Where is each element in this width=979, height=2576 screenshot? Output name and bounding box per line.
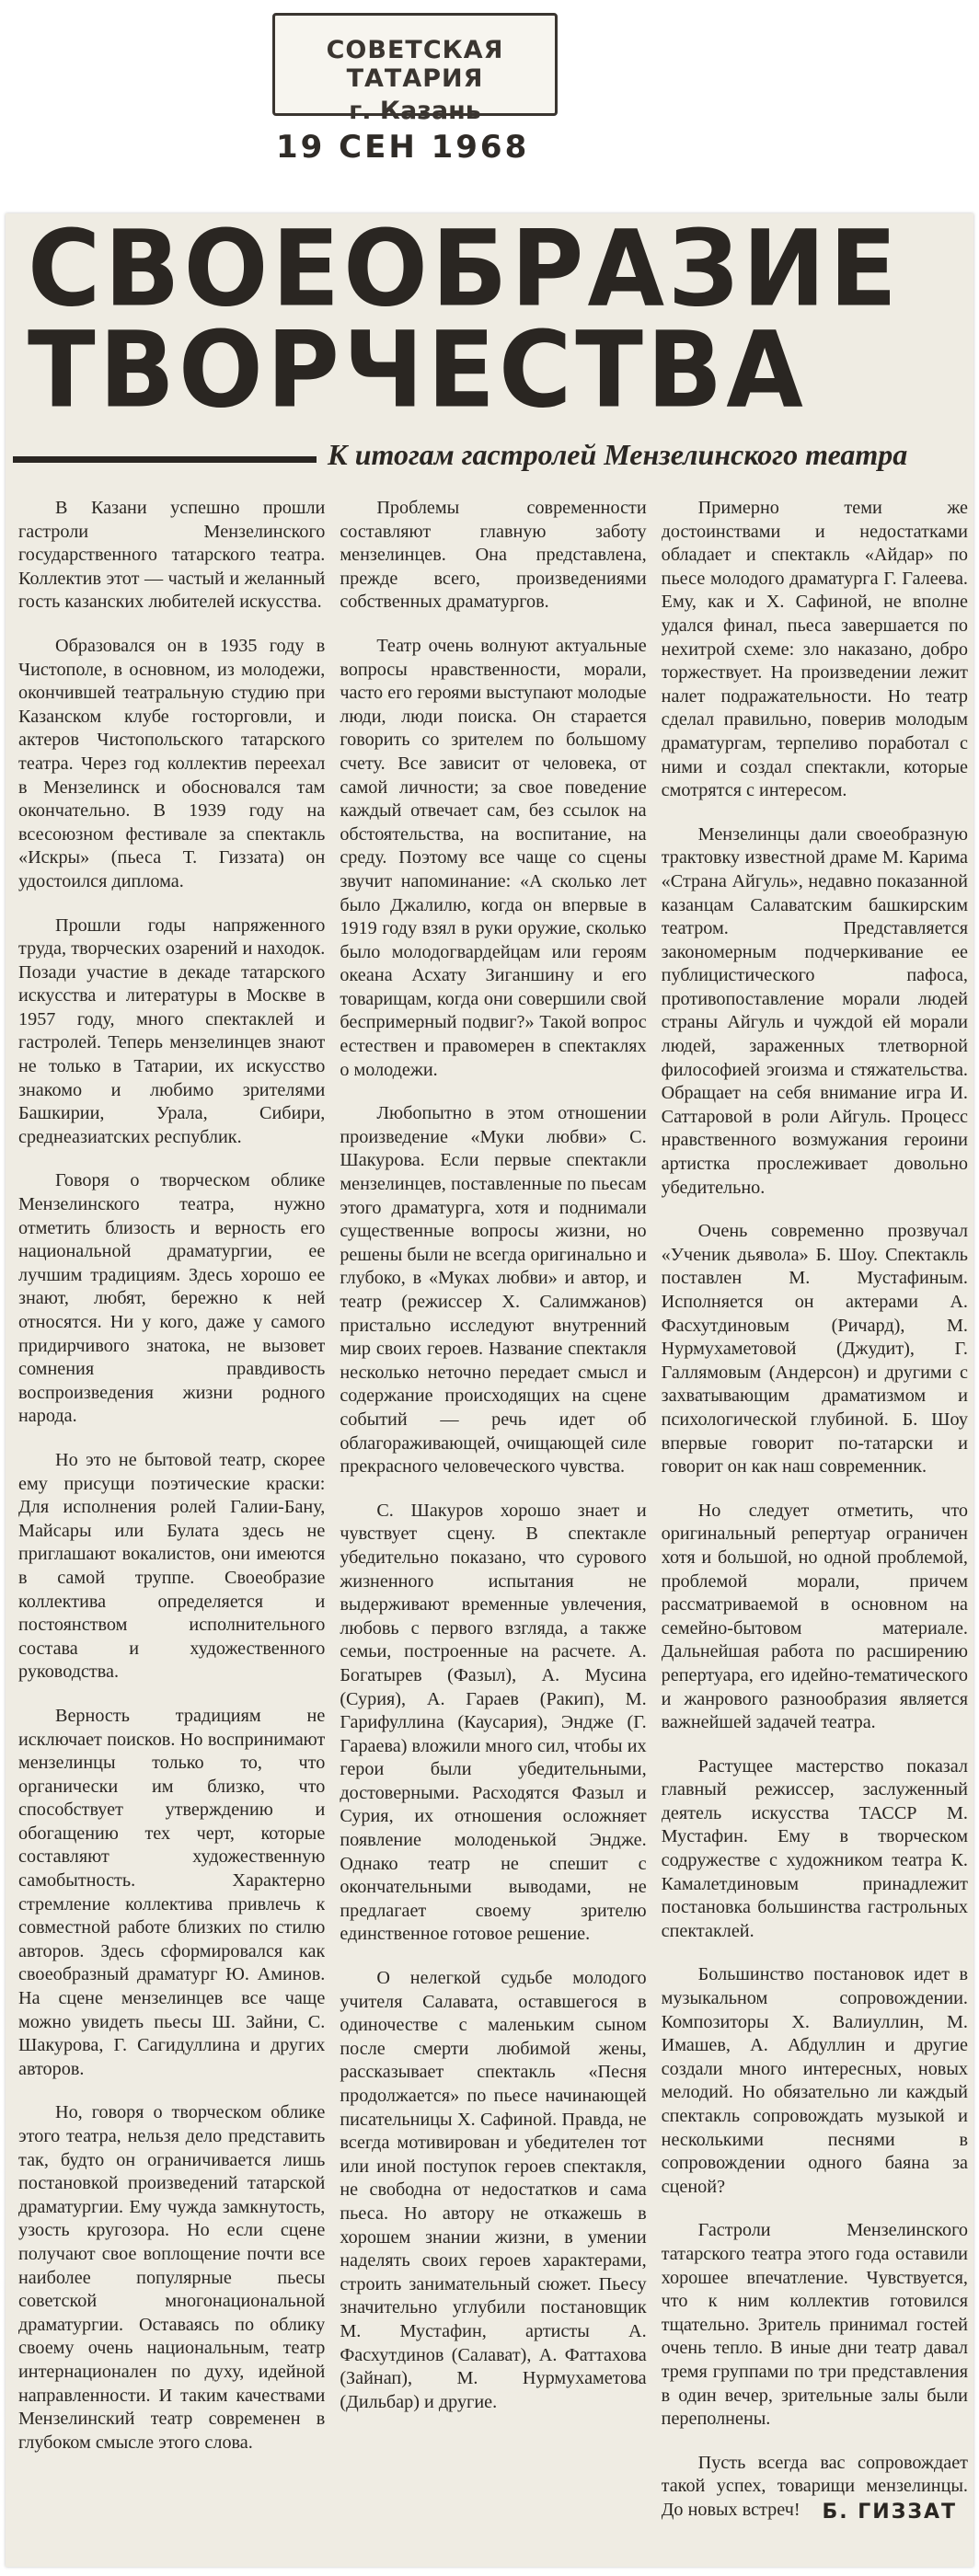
article-paragraph: Мензелинцы дали своеобразную трактовку известной драме М. Карима «Страна Айгуль», недавно показанной казанцам Салаватским башкирским театром. Представляется закономерным подчеркивание ее публицистического пафоса, противопоставление морали людей страны Айгуль и чуждой ей морали людей, зараженных тлетворной философией эгоизма и стяжательства. Обращает на себя внимание игра И. Саттаровой в роли Айгуль. Процесс нравственного возмужания героини артистка прослеживает довольно убедительно.	[661, 823, 968, 1198]
author-signature: Б. ГИЗЗАТ	[822, 2501, 957, 2524]
subtitle-rule	[13, 456, 317, 463]
stamp-newspaper-name: СОВЕТСКАЯ ТАТАРИЯ	[326, 36, 504, 93]
article-paragraph: О нелегкой судьбе молодого учителя Салавата, оставшегося в одиночестве с маленьким сыном после смерти любимой жены, рассказывает спектакль «Песня продолжается» по пьесе начинающей писательницы Х. Сафиной. Правда, не всегда мотивирован и убедителен тот или иной поступок героев спектакля, не свободна от недостатков и сама пьеса. Но автору не откажешь в хорошем знании жизни, в умении наделять своих героев характерами, строить занимательный сюжет. Пьесу значительно углубили постановщик М. Мустафин, артисты А. Фасхутдинов (Салават), А. Фаттахова (Зайнап), М. Нурмухаметова (Дильбар) и другие.	[340, 1968, 647, 2412]
article-paragraph: Любопытно в этом отношении произведение «Муки любви» С. Шакурова. Если первые спектакли мензелинцев, поставленные по пьесам этого драматурга, хотя и поднимали существенные вопросы жизни, но решены были не всегда оригинально и глубоко, в «Муках любви» и автор, и театр (режиссер Х. Салимжанов) пристально исследуют внутренний мир своих героев. Название спектакля несколько неточно передает смысл и содержание происходящих на сцене событий — речь идет об облагораживающей, очищающей силе прекрасного человеческого чувства.	[340, 1103, 647, 1478]
stamp-city: г. Казань	[349, 97, 481, 125]
article-headline	[28, 208, 957, 432]
article-paragraph: Образовался он в 1935 году в Чистополе, в основном, из молодежи, окончившей театральную студию при Казанском клубе госторговли, и актеров Чистопольского татарского театра. Через год коллектив переехал в Мензелинск и обосновался там окончательно. В 1939 году на всесоюзном фестивале за спектакль «Искры» (пьеса Т. Гиззата) он удостоился диплома.	[18, 635, 326, 891]
article-paragraph: Гастроли Мензелинского татарского театра этого года оставили хорошее впечатление. Чувствуется, что к ним коллектив готовился тщательно. Зритель принимал гостей очень тепло. В иные дни театр давал тремя группами по три представления в один вечер, зрительные залы были переполнены.	[661, 2220, 968, 2430]
article-paragraph: Театр очень волнуют актуальные вопросы нравственности, морали, часто его героями выступают молодые люди, люди поиска. Он старается говорить со зрителем по большому счету. Все зависит от человека, от самой личности; за свое поведение каждый отвечает сам, без ссылок на обстоятельства, на воспитание, на среду. Поэтому все чаще со сцены звучит напоминание: «А сколько лет было Джалилю, когда он впервые в 1919 году взял в руки оружие, сколько было молодогвардейцам или героям океана Асхату Зиганшину и его товарищам, когда они совершили свой беспримерный подвиг?» Такой вопрос естествен и правомерен в спектаклях о молодежи.	[340, 635, 647, 1080]
article-paragraph: Проблемы современности составляют главную заботу мензелинцев. Она представлена, прежде всего, произведениями собственных драматургов.	[340, 498, 647, 613]
article-paragraph: Говоря о творческом облике Мензелинского театра, нужно отметить близость и верность его национальной драматургии, ее лучшим традициям. Здесь хорошо ее знают, любят, бережно к ней относятся. Ни у кого, даже у самого придирчивого знатока, не вызовет сомнения правдивость воспроизведения жизни родного народа.	[18, 1170, 326, 1427]
article-body	[18, 497, 968, 2558]
article-paragraph: С. Шакуров хорошо знает и чувствует сцену. В спектакле убедительно показано, что сурового жизненного испытания не выдерживают временные увлечения, любовь с первого взгляда, а также семьи, построенные на расчете. А. Богатырев (Фазыл), А. Мусина (Сурия), А. Гараев (Ракип), М. Гарифуллина (Каусария), Эндже (Г. Гараева) вложили много сил, чтобы их герои были убедительными, достоверными. Расходятся Фазыл и Сурия, их отношения осложняет появление молоденькой Эндже. Однако театр не спешит с окончательными выводами, не предлагает своему зрителю единственное готовое решение.	[340, 1500, 647, 1945]
subtitle-row	[13, 434, 970, 486]
article-paragraph: Но, говоря о творческом облике этого театра, нельзя дело представить так, будто он ограничивается лишь постановкой произведений татарской драматургии. Ему чужда замкнутость, узость кругозора. Но если сцене получают свое воплощение почти все наиболее популярные пьесы советской многонациональной драматургии. Оставаясь по облику своему очень национальным, театр интернационален по духу, идейной направленности. И таким качествами Мензелинский театр современен в глубоком смысле этого слова.	[18, 2102, 326, 2453]
newspaper-stamp	[272, 13, 558, 125]
stamp-date: 19 СЕН 1968	[276, 129, 530, 166]
article-paragraph: Пусть всегда вас сопровождает такой успех, товарищи мензелинцы. До новых встреч!	[661, 2452, 968, 2520]
article-paragraph: Но следует отметить, что оригинальный репертуар ограничен хотя и большой, но одной проблемой, проблемой морали, причем рассматриваемой в основном на семейно-бытовом материале. Дальнейшая работа по расширению репертуара, его идейно-тематического и жанрового разнообразия является важнейшей задачей театра.	[661, 1500, 968, 1733]
article-paragraph: Примерно теми же достоинствами и недостатками обладает и спектакль «Айдар» по пьесе молодого драматурга Г. Галеева. Ему, как и Х. Сафиной, не вполне удался финал, пьеса завершается по нехитрой схеме: зло наказано, добро торжествует. На произведении лежит налет подражательности. Но театр сделал правильно, поверив молодым драматургам, терпеливо поработал с ними и создал спектакли, которые смотрятся с интересом.	[661, 498, 968, 801]
article-subtitle: К итогам гастролей Мензелинского театра	[328, 438, 908, 471]
article-paragraph: Прошли годы напряженного труда, творческих озарений и находок. Позади участие в декаде татарского искусства и литературы в Москве в 1957 году, много спектаклей и гастролей. Теперь мензелинцев знают не только в Татарии, их искусство знакомо и любимо зрителями Башкирии, Урала, Сибири, среднеазиатских республик.	[18, 914, 326, 1147]
column-1	[18, 497, 325, 2558]
column-3	[662, 497, 968, 2558]
article-paragraph: В Казани успешно прошли гастроли Мензелинского государственного татарского театра. Коллектив этот — частый и желанный гость казанских любителей искусства.	[18, 498, 326, 613]
article-paragraph: Но это не бытовой театр, скорее ему присущи поэтические краски: Для исполнения ролей Галии-Бану, Майсары или Булата здесь не приглашают вокалистов, они имеются в самой труппе. Своеобразие коллектива определяется и постоянством исполнительного состава и художественного руководства.	[18, 1449, 326, 1683]
article-paragraph: Верность традициям не исключает поисков. Но воспринимают мензелинцы только то, что органически им близко, что способствует утверждению и обогащению тех черт, которые составляют художественную самобытность. Характерно стремление коллектива привлечь к совместной работе близких по стилю авторов. Здесь сформировался как своеобразный драматург Ю. Аминов. На сцене мензелинцев все чаще можно увидеть пьесы Ш. Зайни, С. Шакурова, Г. Сагидуллина и других авторов.	[18, 1705, 326, 2079]
column-2	[340, 497, 646, 2558]
article-paragraph: Очень современно прозвучал «Ученик дьявола» Б. Шоу. Спектакль поставлен М. Мустафиным. Исполняется он актерами А. Фасхутдиновым (Ричард), М. Нурмухаметовой (Джудит), Г. Галлямовым (Андерсон) и другими с захватывающим драматизмом и психологической глубиной. Б. Шоу впервые говорит по-татарски и говорит он как наш современник.	[661, 1221, 968, 1478]
headline-line-2: ТВОРЧЕСТВА	[28, 309, 807, 432]
headline-line-1: СВОЕОБРАЗИЕ	[28, 208, 901, 330]
article-paragraph: Растущее мастерство показал главный режиссер, заслуженный деятель искусства ТАССР М. Мустафин. Ему в творческом содружестве с художником театра К. Камалетдиновым принадлежит постановка большинства гастрольных спектаклей.	[661, 1755, 968, 1941]
article-paragraph: Большинство постановок идет в музыкальном сопровождении. Композиторы Х. Валиуллин, М. Имашев, А. Абдуллин и другие создали много интересных, новых мелодий. Но обязательно ли каждый спектакль сопровождать музыкой и несколькими песнями в сопровождении одного баяна за сценой?	[661, 1964, 968, 2197]
